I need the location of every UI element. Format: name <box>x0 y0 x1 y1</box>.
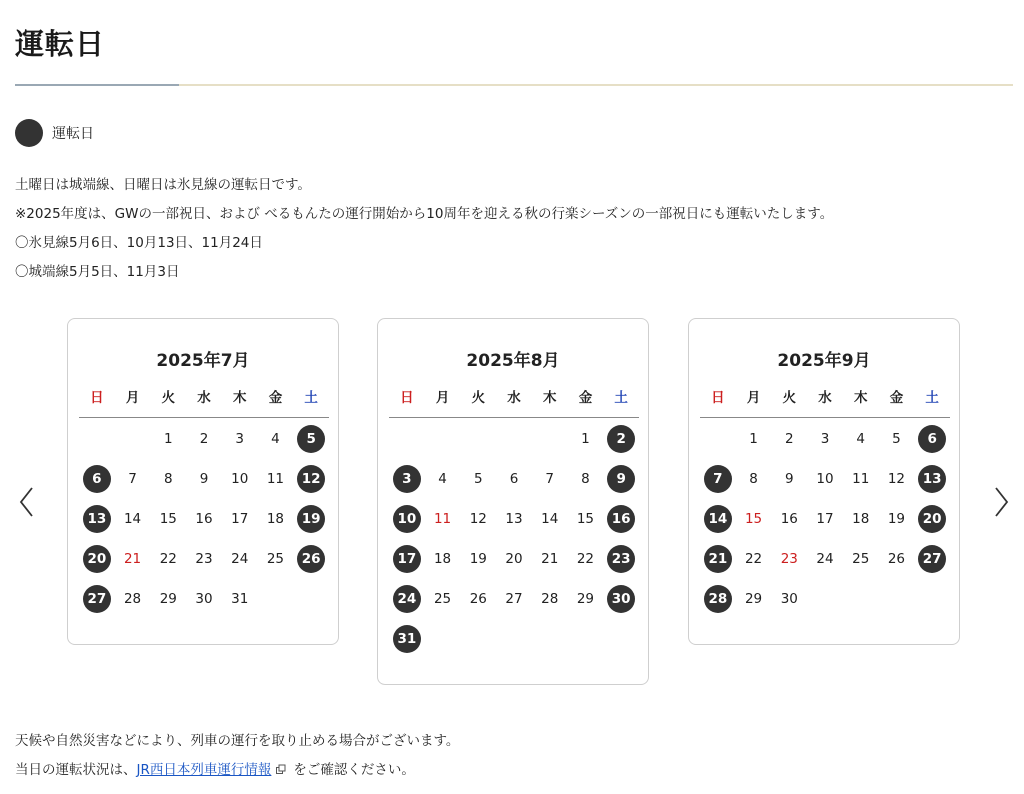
day-number: 19 <box>469 551 487 567</box>
calendar-day <box>258 419 294 459</box>
calendar-day <box>425 459 461 499</box>
day-number: 20 <box>918 505 946 533</box>
operating-day <box>389 499 425 539</box>
day-number: 1 <box>581 431 590 447</box>
weekday-label: 金 <box>889 390 904 406</box>
footer-suffix: をご確認ください。 <box>293 762 415 778</box>
calendar-day <box>879 499 915 539</box>
weekday-label: 水 <box>818 390 832 406</box>
day-number: 8 <box>749 471 758 487</box>
day-number: 13 <box>918 465 946 493</box>
operating-day <box>700 499 736 539</box>
weekday-label: 火 <box>161 390 176 406</box>
calendar-title: 2025年9月 <box>777 351 871 371</box>
operating-day <box>389 619 425 659</box>
calendar-day <box>186 459 222 499</box>
operating-day <box>700 579 736 619</box>
calendar-month <box>377 318 649 685</box>
page-title: 運転日 <box>15 27 106 61</box>
weekday-label: 日 <box>711 390 725 406</box>
calendar-day <box>425 539 461 579</box>
day-number: 15 <box>576 511 595 527</box>
train-info-link[interactable]: JR西日本列車運行情報 <box>136 762 272 778</box>
calendar-day <box>258 459 294 499</box>
footer-line <box>15 756 459 785</box>
day-number: 12 <box>469 511 487 527</box>
weekday-label: 木 <box>542 390 557 406</box>
weekday-label: 土 <box>614 390 628 406</box>
day-number: 22 <box>159 551 177 567</box>
day-number: 17 <box>393 545 421 573</box>
day-number: 28 <box>704 585 732 613</box>
weekday-header <box>79 383 329 418</box>
operating-day <box>914 499 950 539</box>
day-number: 16 <box>195 511 213 527</box>
calendar-day <box>532 459 568 499</box>
day-number: 24 <box>816 551 834 567</box>
calendar-day <box>879 459 915 499</box>
calendar-day <box>496 579 532 619</box>
calendar-day <box>150 579 186 619</box>
day-number: 27 <box>918 545 946 573</box>
calendar-title: 2025年8月 <box>466 351 560 371</box>
weekday-label: 金 <box>268 390 283 406</box>
weekday-label: 火 <box>471 390 486 406</box>
weekday-label: 水 <box>197 390 211 406</box>
operating-day <box>293 499 329 539</box>
calendar-day <box>568 579 604 619</box>
day-number: 12 <box>297 465 325 493</box>
day-number: 22 <box>744 551 763 567</box>
operating-day <box>700 539 736 579</box>
calendar-day <box>222 579 258 619</box>
weekday-label: 月 <box>435 390 450 406</box>
calendar-day <box>496 459 532 499</box>
calendar-day <box>222 419 258 459</box>
operating-day <box>914 419 950 459</box>
calendar-day <box>186 579 222 619</box>
day-number: 19 <box>297 505 325 533</box>
day-number: 7 <box>545 471 554 487</box>
calendar-day <box>807 499 843 539</box>
weekday-label: 金 <box>578 390 593 406</box>
calendar-day <box>115 499 151 539</box>
day-number: 31 <box>393 625 421 653</box>
calendar-day <box>496 539 532 579</box>
day-number: 11 <box>433 511 452 527</box>
day-number: 21 <box>541 551 559 567</box>
calendar-day <box>807 459 843 499</box>
calendar-blank-cell <box>700 419 736 459</box>
operating-day <box>389 459 425 499</box>
day-number: 21 <box>704 545 732 573</box>
calendar-day <box>258 539 294 579</box>
calendar-day <box>222 499 258 539</box>
operating-day <box>603 579 639 619</box>
weekday-label: 土 <box>304 390 318 406</box>
day-number: 7 <box>704 465 732 493</box>
calendar-blank-cell <box>496 419 532 459</box>
title-divider <box>15 84 1013 86</box>
operating-day <box>603 459 639 499</box>
day-number: 4 <box>271 431 280 447</box>
day-number: 5 <box>297 425 325 453</box>
operating-day <box>79 459 115 499</box>
calendar-blank-cell <box>115 419 151 459</box>
calendar-day <box>736 579 772 619</box>
calendar-day <box>843 419 879 459</box>
operating-day <box>603 539 639 579</box>
calendar-day <box>736 459 772 499</box>
calendar-day <box>222 539 258 579</box>
day-number: 30 <box>607 585 635 613</box>
note-line: 土曜日は城端線、日曜日は氷見線の運転日です。 <box>15 177 311 193</box>
day-number: 25 <box>852 551 870 567</box>
calendar-day <box>532 539 568 579</box>
calendar-day <box>460 579 496 619</box>
next-month-button[interactable] <box>986 482 1016 522</box>
holiday-day <box>771 539 807 579</box>
weekday-header <box>700 383 950 418</box>
weekday-label: 木 <box>232 390 247 406</box>
weekday-label: 木 <box>853 390 868 406</box>
operating-day <box>389 539 425 579</box>
day-number: 25 <box>433 591 452 607</box>
day-number: 23 <box>195 551 213 567</box>
day-number: 7 <box>128 471 137 487</box>
calendar-month <box>67 318 339 645</box>
day-number: 24 <box>231 551 249 567</box>
calendar-day <box>460 499 496 539</box>
day-number: 18 <box>433 551 452 567</box>
day-number: 5 <box>473 471 483 487</box>
note-line: ※2025年度は、GWの一部祝日、および べるもんたの運行開始から10周年を迎える秋の行楽シーズンの一部祝日にも運転いたします。 <box>15 206 834 222</box>
day-number: 3 <box>235 431 244 447</box>
day-number: 9 <box>199 471 209 487</box>
calendar-blank-cell <box>389 419 425 459</box>
calendar-blank-cell <box>532 419 568 459</box>
day-number: 16 <box>607 505 635 533</box>
calendar-day <box>532 579 568 619</box>
calendar-day <box>736 539 772 579</box>
calendar-day <box>186 499 222 539</box>
calendar-grid <box>389 418 639 659</box>
calendar-day <box>150 459 186 499</box>
operating-day <box>603 499 639 539</box>
day-number: 2 <box>607 425 635 453</box>
external-link-icon <box>275 764 287 776</box>
day-number: 23 <box>780 551 798 567</box>
day-number: 29 <box>744 591 763 607</box>
chevron-right-icon <box>986 482 1016 522</box>
day-number: 10 <box>393 505 421 533</box>
day-number: 8 <box>581 471 590 487</box>
calendar-blank-cell <box>79 419 115 459</box>
calendar-day <box>568 459 604 499</box>
note-line: 〇城端線5月5日、11月3日 <box>15 264 180 280</box>
day-number: 14 <box>123 511 142 527</box>
holiday-day <box>115 539 151 579</box>
chevron-left-icon <box>12 482 42 522</box>
calendar-grid <box>700 418 950 619</box>
calendar-day <box>568 539 604 579</box>
calendar-day <box>807 539 843 579</box>
day-number: 1 <box>749 431 758 447</box>
day-number: 2 <box>199 431 209 447</box>
day-number: 6 <box>918 425 946 453</box>
day-number: 27 <box>83 585 111 613</box>
day-number: 9 <box>784 471 794 487</box>
operating-day <box>79 579 115 619</box>
calendar-month <box>688 318 960 645</box>
day-number: 4 <box>856 431 865 447</box>
calendar-day <box>843 459 879 499</box>
notes <box>15 171 833 287</box>
calendar-day <box>568 419 604 459</box>
day-number: 18 <box>852 511 870 527</box>
weekday-label: 火 <box>782 390 797 406</box>
day-number: 10 <box>231 471 249 487</box>
legend-dot <box>15 119 43 147</box>
calendar-day <box>150 539 186 579</box>
day-number: 27 <box>505 591 523 607</box>
weekday-label: 月 <box>125 390 140 406</box>
calendar-day <box>843 539 879 579</box>
legend <box>15 119 94 147</box>
day-number: 26 <box>469 591 487 607</box>
day-number: 30 <box>195 591 213 607</box>
calendar-day <box>460 459 496 499</box>
day-number: 14 <box>541 511 559 527</box>
day-number: 11 <box>852 471 870 487</box>
calendar-day <box>115 459 151 499</box>
day-number: 11 <box>266 471 285 487</box>
day-number: 8 <box>163 471 173 487</box>
day-number: 6 <box>509 471 519 487</box>
calendar-day <box>425 579 461 619</box>
footer-line: 天候や自然災害などにより、列車の運行を取り止める場合がございます。 <box>15 733 460 749</box>
holiday-day <box>736 499 772 539</box>
operating-day <box>603 419 639 459</box>
day-number: 29 <box>159 591 177 607</box>
day-number: 4 <box>438 471 447 487</box>
day-number: 10 <box>816 471 834 487</box>
day-number: 23 <box>607 545 635 573</box>
calendar-day <box>879 539 915 579</box>
day-number: 17 <box>816 511 834 527</box>
calendar-day <box>879 419 915 459</box>
day-number: 12 <box>887 471 906 487</box>
day-number: 15 <box>744 511 763 527</box>
day-number: 13 <box>83 505 111 533</box>
legend-label: 運転日 <box>52 126 94 142</box>
calendar-title: 2025年7月 <box>156 351 250 371</box>
day-number: 21 <box>123 551 142 567</box>
day-number: 2 <box>784 431 794 447</box>
day-number: 28 <box>541 591 559 607</box>
day-number: 16 <box>780 511 798 527</box>
operating-day <box>389 579 425 619</box>
calendar-day <box>150 419 186 459</box>
prev-month-button[interactable] <box>12 482 42 522</box>
calendar-grid <box>79 418 329 619</box>
day-number: 17 <box>231 511 249 527</box>
calendar-day <box>532 499 568 539</box>
day-number: 18 <box>266 511 285 527</box>
note-line: 〇氷見線5月6日、10月13日、11月24日 <box>15 235 263 251</box>
calendar-blank-cell <box>460 419 496 459</box>
weekday-label: 水 <box>507 390 521 406</box>
calendar-day <box>150 499 186 539</box>
weekday-header <box>389 383 639 418</box>
footer-prefix: 当日の運転状況は、 <box>15 762 137 778</box>
day-number: 22 <box>576 551 595 567</box>
day-number: 30 <box>780 591 798 607</box>
day-number: 20 <box>83 545 111 573</box>
day-number: 13 <box>505 511 523 527</box>
operating-day <box>293 419 329 459</box>
calendar-blank-cell <box>425 419 461 459</box>
operating-day <box>293 459 329 499</box>
calendar-day <box>771 579 807 619</box>
day-number: 28 <box>123 591 142 607</box>
day-number: 1 <box>163 431 173 447</box>
operating-day <box>914 459 950 499</box>
operating-day <box>79 539 115 579</box>
calendar-day <box>186 539 222 579</box>
weekday-label: 日 <box>400 390 414 406</box>
operating-day <box>293 539 329 579</box>
calendar-day <box>222 459 258 499</box>
day-number: 3 <box>393 465 421 493</box>
operating-day <box>79 499 115 539</box>
calendar-day <box>843 499 879 539</box>
weekday-label: 月 <box>746 390 761 406</box>
day-number: 14 <box>704 505 732 533</box>
calendar-day <box>496 499 532 539</box>
day-number: 25 <box>266 551 285 567</box>
calendar-day <box>771 459 807 499</box>
weekday-label: 土 <box>925 390 939 406</box>
day-number: 29 <box>576 591 595 607</box>
day-number: 31 <box>231 591 249 607</box>
calendar-day <box>771 419 807 459</box>
footer-notes <box>15 727 459 785</box>
weekday-label: 日 <box>90 390 104 406</box>
calendar-day <box>771 499 807 539</box>
day-number: 20 <box>505 551 523 567</box>
day-number: 5 <box>892 431 901 447</box>
calendar-day <box>568 499 604 539</box>
calendar-day <box>115 579 151 619</box>
operating-day <box>700 459 736 499</box>
calendar-day <box>186 419 222 459</box>
day-number: 24 <box>393 585 421 613</box>
day-number: 26 <box>297 545 325 573</box>
calendar-day <box>460 539 496 579</box>
day-number: 6 <box>83 465 111 493</box>
day-number: 26 <box>887 551 906 567</box>
day-number: 19 <box>887 511 906 527</box>
day-number: 3 <box>820 431 830 447</box>
calendar-day <box>258 499 294 539</box>
calendar-day <box>736 419 772 459</box>
calendar-day <box>807 419 843 459</box>
day-number: 9 <box>607 465 635 493</box>
operating-day <box>914 539 950 579</box>
day-number: 15 <box>159 511 177 527</box>
holiday-day <box>425 499 461 539</box>
